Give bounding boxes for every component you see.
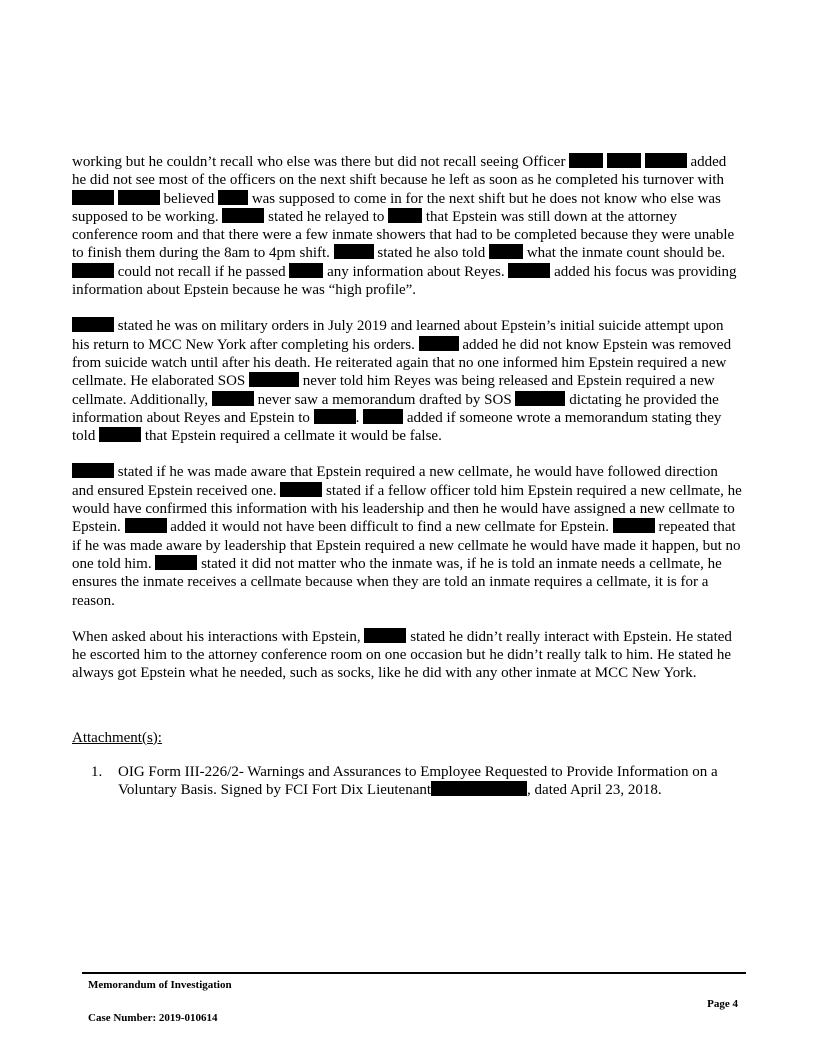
paragraph-text: added if someone wrote a memorandum stating they told [72,409,722,445]
paragraph-text: stated if he was made aware that Epstein required a new cellmate, he would have followed direction and ensured Epstein received one. [72,464,718,499]
paragraph-text: that Epstein required a cellmate it would be false. [141,428,442,445]
redaction-box [334,244,374,259]
redaction-box [508,263,550,278]
footer-rule [82,972,746,974]
paragraph-text: stated if a fellow officer told him Epstein required a new cellmate, he would have confirmed this information with his leadership and then he would have assigned a new cellmate to Epstein. [72,482,742,536]
paragraph-text: . [355,409,364,426]
redaction-box [431,781,527,796]
attachment-text-before: OIG Form III-226/2- Warnings and Assurances to Employee Requested to Provide Information on a Voluntary Basis. Signed by FCI Fort Dix Lieutenant [118,764,718,799]
paragraph-text: believed [159,190,219,207]
paragraph-text: never told him Reyes was being released and Epstein required a new cellmate. Additionally, [72,373,715,408]
attachment-item [91,763,742,800]
redaction-box [249,372,299,387]
memo-body [72,153,742,800]
attachments-heading: Attachment(s): [72,729,162,746]
paragraph-text: working but he couldn’t recall who else was there but did not recall seeing Officer [72,154,570,170]
paragraph-text: added he did not see most of the officers on the next shift because he left as soon as he completed his turnover with [72,154,727,189]
redaction-box [645,153,687,168]
paragraph-text: stated it did not matter who the inmate was, if he is told an inmate needs a cellmate, he ensures the inmate receives a cellmate because when they are told an inmate requires a cellmate, it is for a reason. [72,555,722,609]
redaction-box [314,409,356,424]
redaction-box [363,409,403,424]
paragraph-text: repeated that if he was made aware by leadership that Epstein required a new cellmate he would have made it happen, but no one told him. [72,519,741,572]
paragraphs [72,153,742,683]
redaction-box [72,463,114,478]
redaction-box [419,336,459,351]
attachment-text-after: , dated April 23, 2018. [527,782,662,799]
paragraph-1 [72,153,742,299]
attachment-number: 1. [91,764,103,781]
redaction-box [125,518,167,533]
redaction-box [289,263,323,278]
redaction-box [212,391,254,406]
redaction-box [222,208,264,223]
paragraph-text: stated he relayed to [264,208,389,225]
redaction-box [218,190,248,205]
paragraph-2 [72,317,742,445]
paragraph-text: was supposed to come in for the next shift but he does not know who else was supposed to be working. [72,190,721,225]
page-number: Page 4 [707,998,738,1010]
redaction-box [72,317,114,332]
redaction-box [489,244,523,259]
redaction-box [99,427,141,442]
paragraph-3 [72,463,742,609]
paragraph-text: added he did not know Epstein was removed from suicide watch until after his death. He reiterated again that no one informed him Epstein required a new cellmate. He elaborated SOS [72,336,732,390]
paragraph-text: could not recall if he passed [114,263,290,280]
paragraph-text: stated he didn’t really interact with Epstein. He stated he escorted him to the attorney conference room on one occasion but he didn’t really talk to him. He stated he always got Epstein what he needed, such as socks, like he did with any other inmate at MCC New York. [72,628,732,682]
redaction-box [72,263,114,278]
paragraph-text: that Epstein was still down at the attorney conference room and that there were a few inmate showers that had to be completed because they were unable to finish them during the 8am to 4pm shift. [72,208,735,262]
paragraph-text: added his focus was providing information about Epstein because he was “high profile”. [72,263,737,299]
redaction-box [118,190,160,205]
paragraph-text: When asked about his interactions with Epstein, [72,628,365,645]
paragraph-text: stated he also told [373,245,490,262]
redaction-box [155,555,197,570]
redaction-box [280,482,322,497]
paragraph-text: added it would not have been difficult to find a new cellmate for Epstein. [166,519,613,536]
footer-title: Memorandum of Investigation [88,979,232,991]
case-number: Case Number: 2019-010614 [88,1012,218,1024]
redaction-box [72,190,114,205]
paragraph-text: what the inmate count should be. [523,245,726,262]
redaction-box [607,153,641,168]
redaction-box [613,518,655,533]
redaction-box [364,628,406,643]
redaction-box [515,391,565,406]
redaction-box [569,153,603,168]
attachment-text [118,763,742,800]
paragraph-4 [72,628,742,683]
paragraph-text: dictating he provided the information about Reyes and Epstein to [72,391,719,426]
redaction-box [388,208,422,223]
paragraph-text: stated he was on military orders in July 2019 and learned about Epstein’s initial suicide attempt upon his return to MCC New York after completing his orders. [72,318,724,353]
paragraph-text: never saw a memorandum drafted by SOS [253,391,516,408]
paragraph-text: any information about Reyes. [323,263,509,280]
